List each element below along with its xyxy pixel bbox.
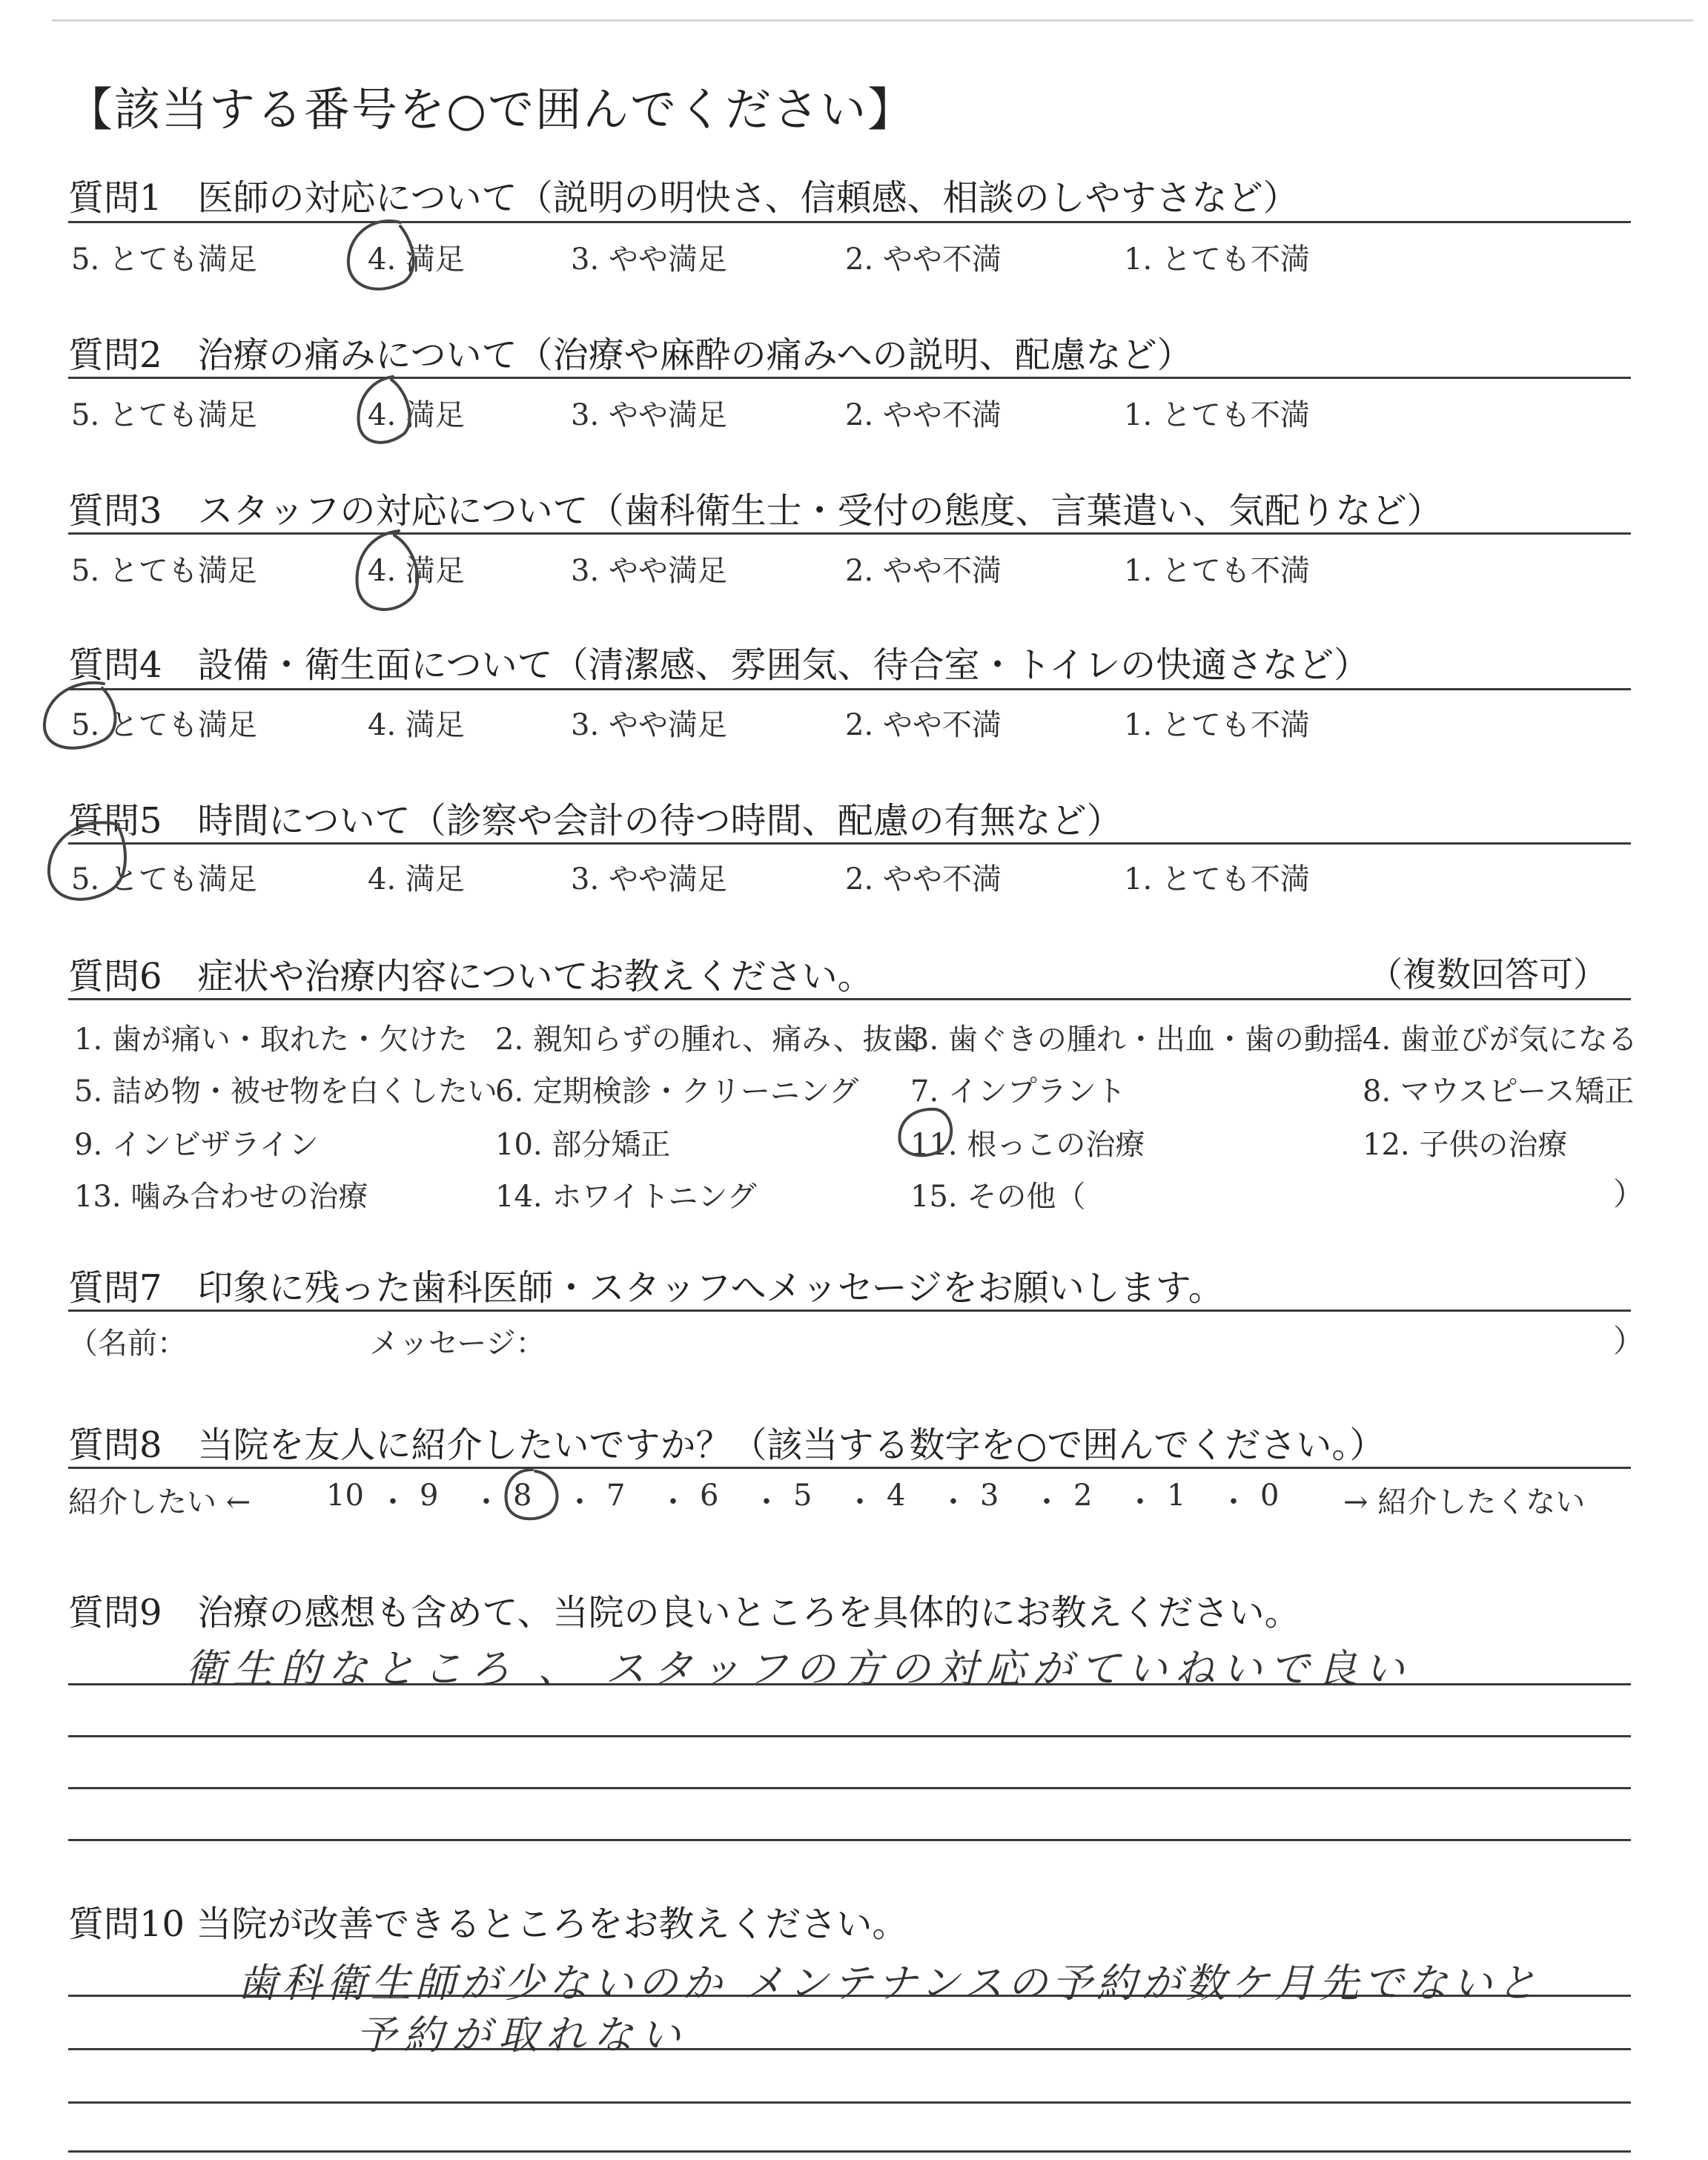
q8-scale-separator: ・ <box>1219 1485 1248 1519</box>
q3-option-3[interactable]: 3. やや満足 <box>571 554 727 588</box>
q8-scale-separator: ・ <box>471 1485 501 1519</box>
q8-scale-8[interactable]: 8 <box>513 1479 532 1513</box>
q1-selection-circle <box>348 221 414 289</box>
q4-option-1[interactable]: 1. とても不満 <box>1124 708 1310 742</box>
q8-scale-separator: ・ <box>752 1485 781 1519</box>
q6-item-5[interactable]: 5. 詰め物・被せ物を白くしたい <box>74 1074 497 1109</box>
q6-item-11[interactable]: 11. 根っこの治療 <box>910 1128 1145 1162</box>
q3-option-2[interactable]: 2. やや不満 <box>845 554 1002 588</box>
q4-selection-circle <box>44 683 116 748</box>
q10-handwritten-answer-line-1[interactable]: 歯科衛生師が少ないのか メンテナンスの予約が数ケ月先でないと <box>237 1960 1541 2007</box>
q8-right-label: → 紹介したくない <box>1343 1485 1586 1519</box>
q6-item-6[interactable]: 6. 定期検診・クリーニング <box>495 1074 859 1109</box>
q5-option-5[interactable]: 5. とても満足 <box>71 862 257 896</box>
q8-title: 質問8 当院を友人に紹介したいですか？（該当する数字を○で囲んでください。） <box>68 1424 1386 1466</box>
q8-scale-1[interactable]: 1 <box>1167 1479 1186 1513</box>
q3-option-1[interactable]: 1. とても不満 <box>1124 554 1310 588</box>
q10-title: 質問10 当院が改善できるところをお教えください。 <box>68 1903 908 1945</box>
q6-multiple-note: （複数回答可） <box>1368 954 1607 994</box>
q8-scale-7[interactable]: 7 <box>606 1479 626 1513</box>
q7-close-paren: ） <box>1613 1323 1645 1359</box>
q2-option-4[interactable]: 4. 満足 <box>368 398 465 432</box>
q6-item-8[interactable]: 8. マウスピース矯正 <box>1363 1074 1635 1109</box>
q8-scale-separator: ・ <box>1125 1485 1155 1519</box>
q8-scale-6[interactable]: 6 <box>700 1479 719 1513</box>
q1-option-1[interactable]: 1. とても不満 <box>1124 242 1310 277</box>
q2-option-1[interactable]: 1. とても不満 <box>1124 398 1310 432</box>
q6-other-close-paren: ） <box>1613 1176 1645 1212</box>
q1-option-4[interactable]: 4. 満足 <box>368 242 465 277</box>
q6-item-12[interactable]: 12. 子供の治療 <box>1363 1128 1568 1162</box>
q9-title: 質問9 治療の感想も含めて、当院の良いところを具体的にお教えください。 <box>68 1592 1300 1634</box>
q6-item-14[interactable]: 14. ホワイトニング <box>495 1180 757 1214</box>
q6-selection-circle <box>899 1109 951 1155</box>
q5-selection-circle <box>49 822 125 899</box>
q2-option-5[interactable]: 5. とても満足 <box>71 398 257 432</box>
q7-title: 質問7 印象に残った歯科医師・スタッフへメッセージをお願いします。 <box>68 1267 1224 1309</box>
q3-selection-circle <box>357 531 418 610</box>
q8-scale-separator: ・ <box>1032 1485 1062 1519</box>
q8-scale-4[interactable]: 4 <box>887 1479 906 1513</box>
q3-title: 質問3 スタッフの対応について（歯科衛生士・受付の態度、言葉遣い、気配りなど） <box>68 490 1443 532</box>
q2-option-3[interactable]: 3. やや満足 <box>571 398 727 432</box>
q8-scale-separator: ・ <box>658 1485 688 1519</box>
q9-handwritten-answer[interactable]: 衛生的なところ 、 スタッフの方の対応がていねいで良い <box>185 1645 1412 1692</box>
q8-scale-separator: ・ <box>565 1485 595 1519</box>
q6-item-1[interactable]: 1. 歯が痛い・取れた・欠けた <box>74 1023 468 1057</box>
q10-handwritten-answer-line-2[interactable]: 予約が取れない <box>356 2012 688 2058</box>
q8-scale-0[interactable]: 0 <box>1260 1479 1280 1513</box>
q1-title: 質問1 医師の対応について（説明の明快さ、信頼感、相談のしやすさなど） <box>68 177 1299 219</box>
q8-scale-separator: ・ <box>378 1485 408 1519</box>
q2-title: 質問2 治療の痛みについて（治療や麻酔の痛みへの説明、配慮など） <box>68 334 1193 376</box>
page-heading: 【該当する番号を○で囲んでください】 <box>67 82 916 136</box>
q6-title: 質問6 症状や治療内容についてお教えください。 <box>68 956 873 997</box>
q2-selection-circle <box>358 377 409 443</box>
q5-option-2[interactable]: 2. やや不満 <box>845 862 1002 896</box>
q8-scale-9[interactable]: 9 <box>420 1479 439 1513</box>
q6-item-10[interactable]: 10. 部分矯正 <box>495 1128 671 1162</box>
q2-option-2[interactable]: 2. やや不満 <box>845 398 1002 432</box>
q4-option-4[interactable]: 4. 満足 <box>368 708 465 742</box>
q5-title: 質問5 時間について（診察や会計の待つ時間、配慮の有無など） <box>68 800 1122 842</box>
q6-item-2[interactable]: 2. 親知らずの腫れ、痛み、抜歯 <box>495 1023 922 1057</box>
q4-option-3[interactable]: 3. やや満足 <box>571 708 727 742</box>
q6-item-9[interactable]: 9. インビザライン <box>74 1128 319 1162</box>
q5-option-1[interactable]: 1. とても不満 <box>1124 862 1310 896</box>
q4-option-5[interactable]: 5. とても満足 <box>71 708 257 742</box>
q3-option-5[interactable]: 5. とても満足 <box>71 554 257 588</box>
q5-option-3[interactable]: 3. やや満足 <box>571 862 727 896</box>
q8-scale-separator: ・ <box>845 1485 875 1519</box>
q6-item-7[interactable]: 7. インプラント <box>910 1074 1126 1109</box>
q4-title: 質問4 設備・衛生面について（清潔感、雰囲気、待合室・トイレの快適さなど） <box>68 644 1370 686</box>
q6-item-13[interactable]: 13. 噛み合わせの治療 <box>74 1180 368 1214</box>
q8-scale-separator: ・ <box>939 1485 968 1519</box>
q8-left-label: 紹介したい ← <box>68 1485 251 1519</box>
q7-message-label[interactable]: メッセージ： <box>369 1327 546 1361</box>
q8-scale-10[interactable]: 10 <box>326 1479 364 1513</box>
q6-item-4[interactable]: 4. 歯並びが気になる <box>1363 1023 1638 1057</box>
q5-option-4[interactable]: 4. 満足 <box>368 862 465 896</box>
q1-option-5[interactable]: 5. とても満足 <box>71 242 257 277</box>
q1-option-2[interactable]: 2. やや不満 <box>845 242 1002 277</box>
q8-scale-5[interactable]: 5 <box>793 1479 812 1513</box>
q6-item-15[interactable]: 15. その他（ <box>910 1180 1086 1214</box>
q8-scale-3[interactable]: 3 <box>980 1479 999 1513</box>
q6-item-3[interactable]: 3. 歯ぐきの腫れ・出血・歯の動揺 <box>910 1023 1363 1057</box>
q3-option-4[interactable]: 4. 満足 <box>368 554 465 588</box>
q8-selection-circle <box>506 1470 557 1519</box>
q7-name-label[interactable]: （名前： <box>68 1327 187 1361</box>
q1-option-3[interactable]: 3. やや満足 <box>571 242 727 277</box>
q8-scale-2[interactable]: 2 <box>1073 1479 1093 1513</box>
q4-option-2[interactable]: 2. やや不満 <box>845 708 1002 742</box>
